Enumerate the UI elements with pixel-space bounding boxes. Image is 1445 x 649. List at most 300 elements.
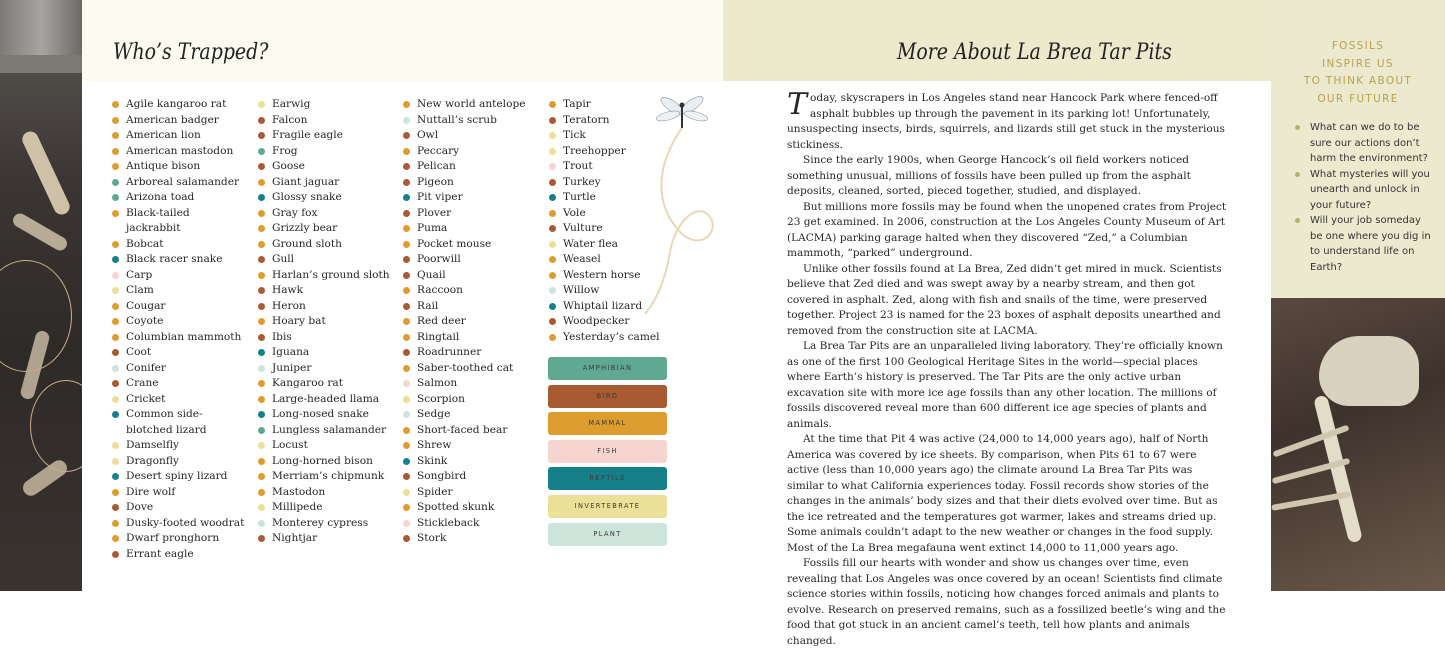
species-name: Pit viper xyxy=(417,191,463,203)
species-item xyxy=(258,392,390,408)
species-name: Damselfly xyxy=(126,439,179,451)
species-name: Teratorn xyxy=(563,113,610,126)
species-name: Cricket xyxy=(126,392,166,405)
species-name: American lion xyxy=(126,129,201,141)
bird-dot-icon xyxy=(403,179,410,186)
species-item xyxy=(258,361,390,377)
species-item xyxy=(112,392,246,408)
drop-cap: T xyxy=(787,87,808,122)
species-name: Nightjar xyxy=(272,532,318,544)
question-text: Will your job someday be one where you dig in to understand life on Earth? xyxy=(1310,215,1431,273)
reptile-dot-icon xyxy=(258,349,265,356)
mammal-dot-icon xyxy=(549,210,556,217)
species-name: Trout xyxy=(563,160,593,172)
mammal-dot-icon xyxy=(258,380,265,387)
mammal-dot-icon xyxy=(403,225,410,232)
species-item xyxy=(112,206,246,237)
species-item xyxy=(258,438,390,454)
species-item xyxy=(258,159,390,175)
reptile-dot-icon xyxy=(258,194,265,201)
species-name: Vole xyxy=(563,206,586,219)
species-name: Bobcat xyxy=(126,237,164,250)
species-name: Clam xyxy=(126,284,154,296)
species-column-1 xyxy=(112,97,246,562)
invertebrate-dot-icon xyxy=(258,101,265,108)
species-name: Glossy snake xyxy=(272,191,342,203)
mammal-dot-icon xyxy=(112,303,119,310)
species-name: Puma xyxy=(417,222,448,234)
bird-dot-icon xyxy=(403,473,410,480)
species-name: Songbird xyxy=(417,470,467,482)
species-name: Yesterday’s camel xyxy=(563,330,660,343)
bullet-icon xyxy=(1295,218,1300,223)
invertebrate-dot-icon xyxy=(549,148,556,155)
dragonfly-illustration xyxy=(640,92,755,322)
bird-dot-icon xyxy=(258,132,265,139)
mammal-dot-icon xyxy=(403,148,410,155)
mammal-dot-icon xyxy=(258,489,265,496)
question-text: What can we do to be sure our actions don’t harm the environment? xyxy=(1310,122,1428,164)
species-item xyxy=(112,175,246,191)
species-name: Desert spiny lizard xyxy=(126,470,228,482)
mammal-dot-icon xyxy=(258,458,265,465)
mammal-dot-icon xyxy=(258,318,265,325)
sidebar-question xyxy=(1295,167,1435,214)
species-name: Willow xyxy=(563,284,600,296)
mammal-dot-icon xyxy=(403,241,410,248)
species-name: Scorpion xyxy=(417,392,466,405)
species-name: New world antelope xyxy=(417,98,526,110)
species-item xyxy=(112,330,246,346)
page-title-whos-trapped: Who’s Trapped? xyxy=(113,40,269,65)
bird-dot-icon xyxy=(258,334,265,341)
legend-chip-reptile: REPTILE xyxy=(548,467,667,490)
species-name: Short-faced bear xyxy=(417,423,508,436)
species-name: Tick xyxy=(563,129,586,141)
species-name: Raccoon xyxy=(417,284,463,296)
legend-chip-plant: PLANT xyxy=(548,523,667,546)
species-name: Frog xyxy=(272,144,298,157)
sidebar-title-line: INSPIRE US xyxy=(1322,57,1394,70)
species-item xyxy=(258,407,390,423)
article-paragraph xyxy=(787,87,1227,153)
mammal-dot-icon xyxy=(549,272,556,279)
species-item xyxy=(403,392,526,408)
mammal-dot-icon xyxy=(403,101,410,108)
species-name: Long-nosed snake xyxy=(272,408,369,420)
species-name: Common side-blotched lizard xyxy=(126,408,207,436)
species-name: Spotted skunk xyxy=(417,501,495,513)
fish-dot-icon xyxy=(112,272,119,279)
species-name: Stickleback xyxy=(417,516,480,529)
invertebrate-dot-icon xyxy=(112,287,119,294)
species-name: Grizzly bear xyxy=(272,222,338,234)
species-name: Fragile eagle xyxy=(272,129,343,141)
species-name: Weasel xyxy=(563,253,601,265)
bird-dot-icon xyxy=(258,287,265,294)
swirl-line xyxy=(0,260,72,372)
species-name: Coot xyxy=(126,346,152,358)
mammal-dot-icon xyxy=(112,520,119,527)
bone-shape xyxy=(11,211,70,253)
paragraph-text: oday, skyscrapers in Los Angeles stand near Hancock Park where fenced-off asphalt bubbles up through the pavement in its parking lot! Unfortunately, unsuspecting insects, birds, squirrels, and lizards still get stuck in the mysterious stickiness. xyxy=(787,92,1225,151)
species-item xyxy=(112,361,246,377)
article-paragraph: Since the early 1900s, when George Hancock’s oil field workers noticed something unusual, millions of fossils have been pulled up from the asphalt deposits, cleaned, sorted, pieced together, studied, and displayed. xyxy=(787,154,1191,197)
species-name: Ibis xyxy=(272,330,292,343)
species-item xyxy=(112,314,246,330)
bird-dot-icon xyxy=(403,132,410,139)
dragonfly-icon xyxy=(655,93,708,128)
invertebrate-dot-icon xyxy=(403,396,410,403)
fish-dot-icon xyxy=(403,520,410,527)
species-item xyxy=(258,113,390,129)
species-item xyxy=(403,128,526,144)
reptile-dot-icon xyxy=(112,411,119,418)
right-sidebar xyxy=(1271,0,1445,591)
species-name: Quail xyxy=(417,268,446,281)
species-name: Juniper xyxy=(272,361,312,374)
species-item xyxy=(403,407,526,423)
invertebrate-dot-icon xyxy=(549,132,556,139)
species-name: Hoary bat xyxy=(272,315,326,327)
bird-dot-icon xyxy=(258,163,265,170)
mammal-dot-icon xyxy=(403,442,410,449)
mammal-dot-icon xyxy=(403,365,410,372)
species-item xyxy=(112,128,246,144)
species-item xyxy=(403,345,526,361)
species-name: Harlan’s ground sloth xyxy=(272,268,390,281)
bird-dot-icon xyxy=(403,256,410,263)
bird-dot-icon xyxy=(112,380,119,387)
mammal-dot-icon xyxy=(258,473,265,480)
species-item xyxy=(112,283,246,299)
species-item xyxy=(258,485,390,501)
amphibian-dot-icon xyxy=(258,148,265,155)
species-item xyxy=(549,330,660,346)
species-item xyxy=(258,175,390,191)
invertebrate-dot-icon xyxy=(258,504,265,511)
species-item xyxy=(403,423,526,439)
species-item xyxy=(403,252,526,268)
legend-chip-bird: BIRD xyxy=(548,385,667,408)
article-body xyxy=(787,87,1227,649)
bird-dot-icon xyxy=(549,318,556,325)
invertebrate-dot-icon xyxy=(112,396,119,403)
article-paragraph: Unlike other fossils found at La Brea, Zed didn’t get mired in muck. Scientists believe that Zed died and was swept away by a nearby stream, and then got covered in asphalt. Zed, along with fish and snails of the time, were preserved together. Project 23 is named for the 23 boxes of asphalt deposits unearthed and removed from the construction site at LACMA. xyxy=(787,262,1222,337)
species-item xyxy=(112,97,246,113)
species-item xyxy=(112,237,246,253)
species-item xyxy=(403,206,526,222)
mammoth-skull xyxy=(1319,336,1419,406)
species-item xyxy=(403,516,526,532)
species-item xyxy=(112,516,246,532)
species-name: Pigeon xyxy=(417,175,454,188)
species-item xyxy=(258,268,390,284)
species-name: Arboreal salamander xyxy=(126,175,240,188)
mammal-dot-icon xyxy=(403,427,410,434)
mammal-dot-icon xyxy=(112,117,119,124)
bird-dot-icon xyxy=(112,551,119,558)
species-item xyxy=(258,516,390,532)
species-item xyxy=(403,283,526,299)
bird-dot-icon xyxy=(403,163,410,170)
species-name: Dove xyxy=(126,501,154,513)
invertebrate-dot-icon xyxy=(112,458,119,465)
species-name: Salmon xyxy=(417,377,458,389)
species-item xyxy=(112,469,246,485)
mammal-dot-icon xyxy=(258,272,265,279)
species-item xyxy=(403,469,526,485)
species-item xyxy=(403,159,526,175)
species-name: Ringtail xyxy=(417,330,460,343)
sidebar-question-list xyxy=(1295,120,1435,275)
species-item xyxy=(258,423,390,439)
species-name: Agile kangaroo rat xyxy=(126,98,227,110)
species-item xyxy=(258,252,390,268)
species-item xyxy=(403,221,526,237)
category-legend xyxy=(548,357,667,550)
species-name: Saber-toothed cat xyxy=(417,361,514,374)
bird-dot-icon xyxy=(549,179,556,186)
species-name: Millipede xyxy=(272,501,323,513)
species-item xyxy=(112,113,246,129)
species-name: Sedge xyxy=(417,408,451,420)
species-item xyxy=(258,283,390,299)
species-item xyxy=(258,144,390,160)
species-name: Giant jaguar xyxy=(272,175,340,188)
species-name: Poorwill xyxy=(417,253,461,265)
species-name: Goose xyxy=(272,160,305,172)
sidebar-question xyxy=(1295,213,1435,275)
species-name: Gray fox xyxy=(272,206,318,219)
species-item xyxy=(112,407,246,438)
plant-dot-icon xyxy=(403,411,410,418)
species-name: Coyote xyxy=(126,315,164,327)
species-name: Antique bison xyxy=(126,160,201,172)
species-name: Hawk xyxy=(272,284,304,296)
species-item xyxy=(258,206,390,222)
species-item xyxy=(112,547,246,563)
species-item xyxy=(403,113,526,129)
species-item xyxy=(112,531,246,547)
species-item xyxy=(258,531,390,547)
species-item xyxy=(258,345,390,361)
species-name: Turkey xyxy=(563,175,601,188)
species-name: Lungless salamander xyxy=(272,423,387,436)
species-item xyxy=(258,376,390,392)
species-name: Pelican xyxy=(417,160,456,172)
bird-dot-icon xyxy=(258,256,265,263)
species-name: Red deer xyxy=(417,315,466,327)
species-name: Heron xyxy=(272,299,306,312)
species-column-3 xyxy=(403,97,526,547)
species-item xyxy=(403,438,526,454)
reptile-dot-icon xyxy=(403,458,410,465)
species-item xyxy=(403,190,526,206)
plant-dot-icon xyxy=(403,117,410,124)
species-name: Woodpecker xyxy=(563,315,630,327)
sidebar-title-line: TO THINK ABOUT xyxy=(1303,75,1413,87)
bird-dot-icon xyxy=(549,225,556,232)
invertebrate-dot-icon xyxy=(403,489,410,496)
bird-dot-icon xyxy=(258,117,265,124)
legend-chip-fish: FISH xyxy=(548,440,667,463)
species-name: Dire wolf xyxy=(126,485,176,498)
mammal-dot-icon xyxy=(258,225,265,232)
mammal-dot-icon xyxy=(112,148,119,155)
species-item xyxy=(258,190,390,206)
species-item xyxy=(403,175,526,191)
swirl-line xyxy=(30,380,82,472)
species-item xyxy=(258,128,390,144)
article-paragraph: At the time that Pit 4 was active (24,000 to 14,000 years ago), half of North America was covered by ice sheets. By comparison, when Pits 61 to 67 were active (less than 10,000 years ago) the climate around La Brea Tar Pits was similar to what California experiences today. Fossil records show stories of the changes in the animals’ body sizes and that their diets evolved over time. But as the ice retreated and the temperatures got warmer, lakes and streams dried up. Some animals couldn’t adapt to the new weather or changes in the food supply. Most of the La Brea megafauna went extinct 14,000 to 11,000 years ago. xyxy=(787,433,1218,554)
species-name: Falcon xyxy=(272,113,308,126)
species-item xyxy=(258,500,390,516)
species-item xyxy=(112,252,246,268)
bird-dot-icon xyxy=(549,117,556,124)
bird-dot-icon xyxy=(112,349,119,356)
species-name: Rail xyxy=(417,299,439,312)
mammal-dot-icon xyxy=(258,210,265,217)
species-item xyxy=(112,500,246,516)
rock-layer-stripe xyxy=(0,55,82,73)
plant-dot-icon xyxy=(112,365,119,372)
species-item xyxy=(258,299,390,315)
species-item xyxy=(258,314,390,330)
invertebrate-dot-icon xyxy=(549,241,556,248)
species-name: Conifer xyxy=(126,361,166,374)
mammal-dot-icon xyxy=(112,318,119,325)
species-name: Owl xyxy=(417,129,439,141)
legend-chip-invertebrate: INVERTEBRATE xyxy=(548,495,667,518)
species-item xyxy=(403,500,526,516)
species-name: Dragonfly xyxy=(126,454,179,467)
mammal-dot-icon xyxy=(112,163,119,170)
bird-dot-icon xyxy=(112,504,119,511)
species-name: Iguana xyxy=(272,346,310,358)
species-item xyxy=(403,97,526,113)
species-item xyxy=(258,469,390,485)
species-name: Black-tailed jackrabbit xyxy=(126,206,190,234)
left-fossil-illustration xyxy=(0,0,82,591)
species-name: Spider xyxy=(417,485,453,498)
species-item xyxy=(258,454,390,470)
species-item xyxy=(112,376,246,392)
mammal-dot-icon xyxy=(403,318,410,325)
mammal-dot-icon xyxy=(112,535,119,542)
species-name: Whiptail lizard xyxy=(563,299,643,312)
species-name: Earwig xyxy=(272,98,311,110)
mammal-dot-icon xyxy=(549,334,556,341)
species-item xyxy=(403,268,526,284)
species-item xyxy=(258,221,390,237)
species-item xyxy=(403,314,526,330)
species-name: Crane xyxy=(126,377,159,389)
article-paragraph: Fossils fill our hearts with wonder and show us changes over time, even revealing that Los Angeles was once covered by an ocean! Scientists find climate science stories within fossils, noticing how changes forced animals and plants to evolve. Research on preserved remains, such as a fossilized beetle’s wing and the food that got stuck in an ancient camel’s teeth, tell how plants and animals changed. xyxy=(787,557,1226,647)
sidebar-question xyxy=(1295,120,1435,167)
bird-dot-icon xyxy=(403,272,410,279)
species-name: Mastodon xyxy=(272,485,326,498)
species-name: Turtle xyxy=(563,191,596,203)
species-name: Western horse xyxy=(563,268,641,281)
species-item xyxy=(403,237,526,253)
flight-path-line xyxy=(645,128,713,314)
species-item xyxy=(112,144,246,160)
reptile-dot-icon xyxy=(403,194,410,201)
reptile-dot-icon xyxy=(112,256,119,263)
mammal-dot-icon xyxy=(403,287,410,294)
species-name: Columbian mammoth xyxy=(126,330,242,343)
reptile-dot-icon xyxy=(549,303,556,310)
plant-dot-icon xyxy=(258,520,265,527)
legend-chip-mammal: MAMMAL xyxy=(548,412,667,435)
species-name: Monterey cypress xyxy=(272,516,369,529)
bird-dot-icon xyxy=(403,535,410,542)
species-name: Water flea xyxy=(563,237,618,250)
species-name: Dusky-footed woodrat xyxy=(126,516,245,529)
species-name: American badger xyxy=(126,113,219,126)
mammal-dot-icon xyxy=(258,241,265,248)
question-text: What mysteries will you unearth and unlock in your future? xyxy=(1310,168,1430,211)
amphibian-dot-icon xyxy=(112,179,119,186)
species-name: Tapir xyxy=(563,98,591,110)
mammal-dot-icon xyxy=(112,210,119,217)
species-name: Plover xyxy=(417,206,452,219)
mammal-dot-icon xyxy=(549,256,556,263)
article-paragraph: La Brea Tar Pits are an unparalleled living laboratory. They’re officially known as one of the first 100 Geological Heritage Sites in the world—special places where Earth’s history is preserved. The Tar Pits are the only active urban excavation site with more ice age fossils than any other location. The millions of fossils discovered reveal more than 600 different ice age species of plants and animals. xyxy=(787,340,1223,430)
mammal-dot-icon xyxy=(112,101,119,108)
amphibian-dot-icon xyxy=(258,427,265,434)
species-name: American mastodon xyxy=(126,144,234,157)
species-item xyxy=(403,485,526,501)
bird-dot-icon xyxy=(403,349,410,356)
species-name: Treehopper xyxy=(563,144,626,157)
mammal-dot-icon xyxy=(258,179,265,186)
species-name: Pocket mouse xyxy=(417,237,492,250)
species-name: Cougar xyxy=(126,299,166,312)
species-name: Peccary xyxy=(417,144,460,157)
species-item xyxy=(112,190,246,206)
reptile-dot-icon xyxy=(258,411,265,418)
species-item xyxy=(403,531,526,547)
species-item xyxy=(403,144,526,160)
legend-chip-amphibian: AMPHIBIAN xyxy=(548,357,667,380)
species-item xyxy=(258,97,390,113)
species-name: Shrew xyxy=(417,439,452,451)
rock-layer-top xyxy=(0,0,82,55)
species-item xyxy=(403,361,526,377)
invertebrate-dot-icon xyxy=(112,442,119,449)
mammal-dot-icon xyxy=(403,504,410,511)
mammal-dot-icon xyxy=(112,334,119,341)
fish-dot-icon xyxy=(549,163,556,170)
mammoth-fossil-photo xyxy=(1271,298,1445,591)
species-name: Long-horned bison xyxy=(272,454,373,467)
page-title-la-brea: More About La Brea Tar Pits xyxy=(897,40,1172,65)
sidebar-title xyxy=(1271,38,1445,108)
species-item xyxy=(403,376,526,392)
mammal-dot-icon xyxy=(549,101,556,108)
sidebar-title-line: OUR FUTURE xyxy=(1317,92,1399,105)
bone-shape xyxy=(20,129,73,217)
species-item xyxy=(112,485,246,501)
species-name: Gull xyxy=(272,253,295,265)
bullet-icon xyxy=(1295,172,1300,177)
bird-dot-icon xyxy=(258,303,265,310)
species-name: Locust xyxy=(272,439,308,451)
species-column-2 xyxy=(258,97,390,547)
bird-dot-icon xyxy=(258,535,265,542)
